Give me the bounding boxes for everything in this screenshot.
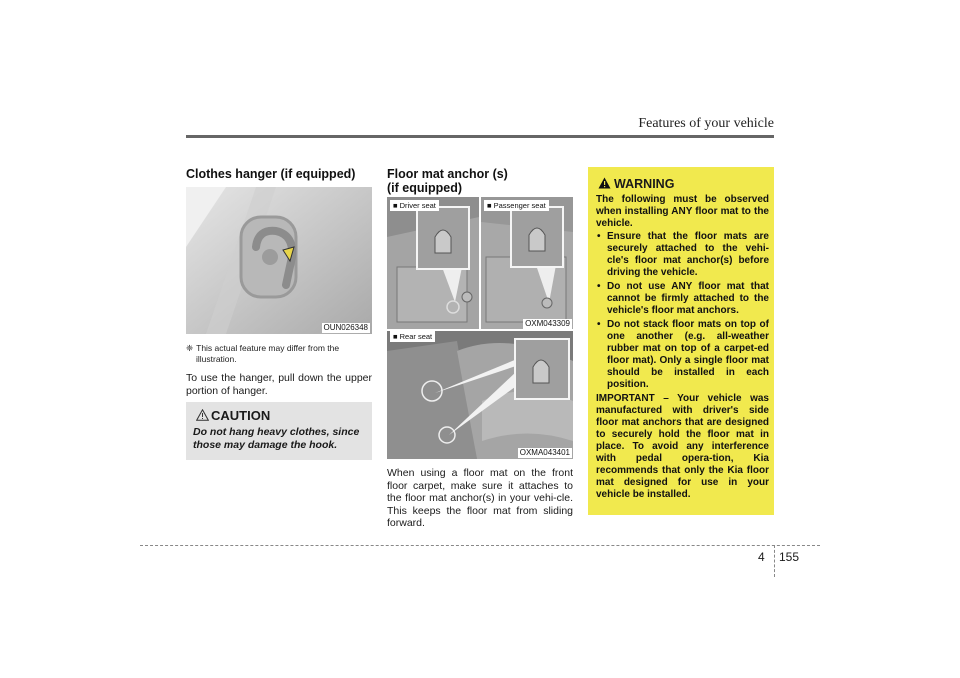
rear-seat-photo (387, 331, 573, 459)
note-mark: ❈ (186, 343, 194, 353)
warning-item (596, 231, 769, 279)
clothes-hanger-illustration (186, 187, 372, 334)
warning-bullet: • (597, 231, 601, 242)
clothes-hanger-body: To use the hanger, pull down the upper portion of hanger. (186, 372, 372, 397)
page-number: 155 (779, 550, 800, 564)
header-title: Features of your vehicle (638, 116, 774, 131)
footer-divider (774, 545, 775, 577)
floor-mat-heading-line-2: (if equipped) (387, 181, 462, 195)
floor-mat-body: When using a floor mat on the front floor carpet, make sure it attaches to the floor mat anchor(s) in your vehi-cle. This keeps the floor mat from sliding forward. (387, 467, 573, 529)
driver-seat-photo (387, 197, 479, 329)
header-rule (186, 135, 774, 138)
driver-seat-illustration (387, 197, 479, 329)
warning-content (596, 194, 769, 502)
clothes-hanger-image-code: OUN026348 (323, 323, 368, 332)
warning-title: WARNING (614, 177, 675, 191)
chapter-number: 4 (758, 550, 765, 564)
caution-title: CAUTION (211, 408, 271, 423)
rear-seat-label: ■ Rear seat (390, 331, 435, 342)
caution-box (186, 402, 372, 460)
caution-triangle-icon (196, 409, 209, 421)
passenger-seat-photo (481, 197, 573, 329)
footer-rule (140, 545, 820, 546)
note-line-2: illustration. (196, 354, 237, 364)
warning-bullet: • (597, 319, 601, 330)
warning-item-text: Do not stack floor mats on top of one another (e.g. all-weather rubber mat on top of a carpet-ed floor mat). Only a single floor mat should be installed in each position. (607, 319, 769, 390)
rear-seat-image-code: OXMA043401 (519, 448, 570, 457)
floor-mat-heading-line-1: Floor mat anchor (s) (387, 167, 508, 181)
front-seats-image-code: OXM043309 (525, 319, 570, 328)
illustration-note (186, 343, 366, 365)
caution-text: Do not hang heavy clothes, since those may damage the hook. (193, 426, 360, 451)
warning-item (596, 281, 769, 317)
warning-bullet: • (597, 281, 601, 292)
rear-seat-illustration (387, 331, 573, 459)
passenger-seat-label: ■ Passenger seat (484, 200, 549, 211)
warning-item (596, 319, 769, 391)
clothes-hanger-heading: Clothes hanger (if equipped) (186, 167, 356, 181)
warning-item-text: Ensure that the floor mats are securely attached to the vehi-cle's floor mat anchor(s) before driving the vehicle. (607, 231, 769, 278)
warning-list (596, 231, 769, 391)
warning-triangle-icon (598, 177, 611, 189)
clothes-hanger-photo (186, 187, 372, 334)
note-line-1: This actual feature may differ from the (196, 343, 340, 353)
floor-mat-heading (387, 167, 508, 195)
warning-box (588, 167, 774, 515)
warning-important: IMPORTANT – Your vehicle was manufactured with driver's side floor mat anchors that are designed to securely hold the floor mat in place. To avoid any interference with pedal opera-tion, Kia recommends that only the Kia floor mat designed for use in your vehicle be installed. (596, 393, 769, 500)
driver-seat-label: ■ Driver seat (390, 200, 439, 211)
warning-intro: The following must be observed when installing ANY floor mat to the vehicle. (596, 194, 769, 229)
warning-item-text: Do not use ANY floor mat that cannot be firmly attached to the vehicle's floor mat anchors. (607, 281, 769, 316)
passenger-seat-illustration (481, 197, 573, 329)
